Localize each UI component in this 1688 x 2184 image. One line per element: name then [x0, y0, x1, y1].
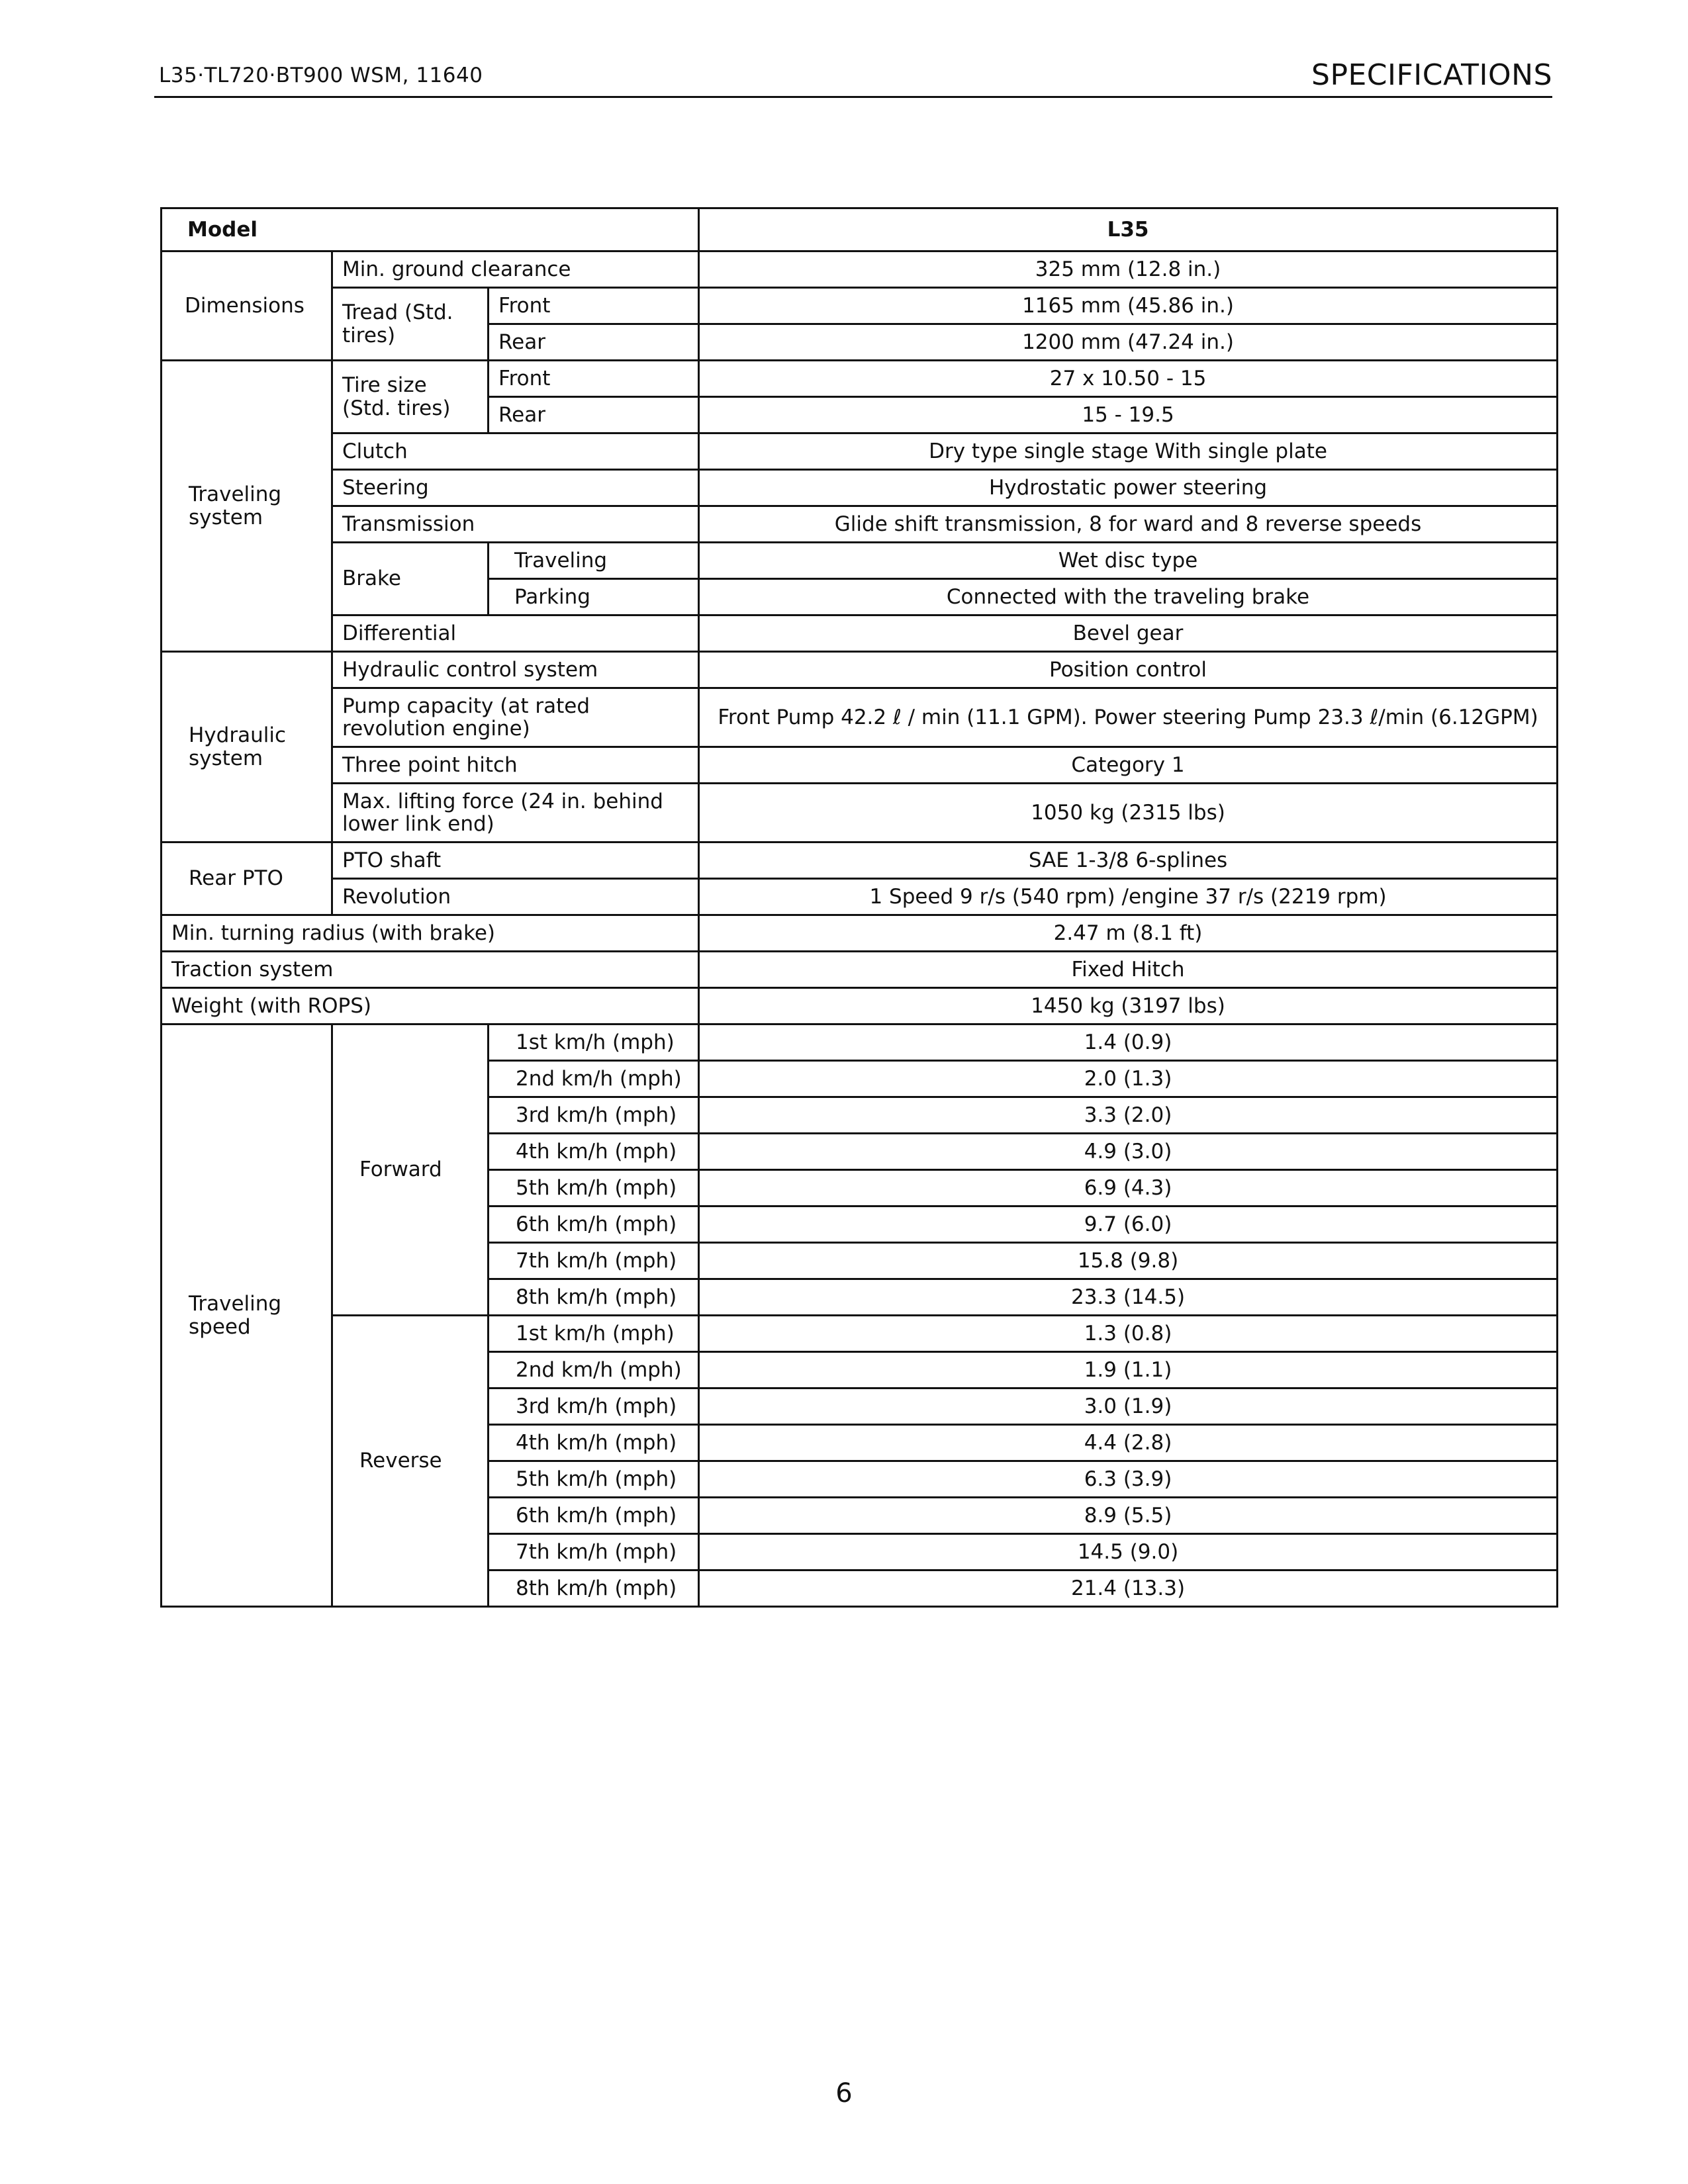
table-row	[162, 361, 1558, 397]
row-label: Three point hitch	[332, 747, 699, 784]
gear-value: 6.3 (3.9)	[699, 1461, 1558, 1498]
row-label: Steering	[332, 470, 699, 506]
gear-label: 2nd km/h (mph)	[489, 1352, 699, 1388]
row-value: 1200 mm (47.24 in.)	[699, 324, 1558, 361]
document-id: L35·TL720·BT900 WSM, 11640	[159, 64, 483, 87]
sub-label: Front	[489, 288, 699, 324]
gear-label: 4th km/h (mph)	[489, 1425, 699, 1461]
row-value: Glide shift transmission, 8 for ward and 8 reverse speeds	[699, 506, 1558, 543]
row-label: Pump capacity (at rated revolution engine)	[332, 688, 699, 747]
row-label: Weight (with ROPS)	[162, 988, 699, 1024]
sub-label: Front	[489, 361, 699, 397]
gear-value: 8.9 (5.5)	[699, 1498, 1558, 1534]
row-value: Dry type single stage With single plate	[699, 433, 1558, 470]
gear-label: 7th km/h (mph)	[489, 1243, 699, 1279]
table-row	[162, 952, 1558, 988]
gear-label: 3rd km/h (mph)	[489, 1388, 699, 1425]
table-row	[162, 747, 1558, 784]
row-label: Hydraulic control system	[332, 652, 699, 688]
row-value: 1165 mm (45.86 in.)	[699, 288, 1558, 324]
gear-label: 8th km/h (mph)	[489, 1570, 699, 1607]
gear-label: 4th km/h (mph)	[489, 1134, 699, 1170]
gear-value: 1.3 (0.8)	[699, 1316, 1558, 1352]
gear-value: 21.4 (13.3)	[699, 1570, 1558, 1607]
group-label-dimensions: Dimensions	[162, 251, 332, 361]
row-value: Bevel gear	[699, 615, 1558, 652]
row-label: Brake	[332, 543, 489, 615]
table-row	[162, 615, 1558, 652]
group-label-traveling-speed: Traveling speed	[162, 1024, 332, 1607]
gear-value: 9.7 (6.0)	[699, 1206, 1558, 1243]
table-row	[162, 506, 1558, 543]
table-row	[162, 784, 1558, 842]
gear-label: 8th km/h (mph)	[489, 1279, 699, 1316]
row-value: SAE 1-3/8 6-splines	[699, 842, 1558, 879]
row-label: Clutch	[332, 433, 699, 470]
gear-label: 2nd km/h (mph)	[489, 1061, 699, 1097]
row-value: Connected with the traveling brake	[699, 579, 1558, 615]
table-row	[162, 1316, 1558, 1352]
gear-value: 4.9 (3.0)	[699, 1134, 1558, 1170]
gear-label: 5th km/h (mph)	[489, 1170, 699, 1206]
header-rule	[154, 96, 1552, 98]
direction-label-forward: Forward	[332, 1024, 489, 1316]
row-value: Category 1	[699, 747, 1558, 784]
section-title: SPECIFICATIONS	[1311, 58, 1552, 92]
gear-value: 14.5 (9.0)	[699, 1534, 1558, 1570]
row-value: Position control	[699, 652, 1558, 688]
table-row	[162, 988, 1558, 1024]
table-row-model	[162, 208, 1558, 251]
row-value: 27 x 10.50 - 15	[699, 361, 1558, 397]
sub-label: Parking	[489, 579, 699, 615]
gear-value: 6.9 (4.3)	[699, 1170, 1558, 1206]
row-label: Differential	[332, 615, 699, 652]
gear-label: 5th km/h (mph)	[489, 1461, 699, 1498]
table-row	[162, 470, 1558, 506]
row-label: Tread (Std. tires)	[332, 288, 489, 361]
gear-value: 4.4 (2.8)	[699, 1425, 1558, 1461]
gear-value: 3.0 (1.9)	[699, 1388, 1558, 1425]
row-label: Max. lifting force (24 in. behind lower link end)	[332, 784, 699, 842]
row-value: Fixed Hitch	[699, 952, 1558, 988]
gear-value: 3.3 (2.0)	[699, 1097, 1558, 1134]
gear-label: 3rd km/h (mph)	[489, 1097, 699, 1134]
sub-label: Traveling	[489, 543, 699, 579]
row-value: Wet disc type	[699, 543, 1558, 579]
sub-label: Rear	[489, 324, 699, 361]
direction-label-reverse: Reverse	[332, 1316, 489, 1607]
row-label: Revolution	[332, 879, 699, 915]
specifications-table	[160, 207, 1558, 1608]
gear-value: 1.9 (1.1)	[699, 1352, 1558, 1388]
table-row	[162, 433, 1558, 470]
table-row	[162, 879, 1558, 915]
group-label-traveling-system: Traveling system	[162, 361, 332, 652]
group-label-rear-pto: Rear PTO	[162, 842, 332, 915]
row-value: 325 mm (12.8 in.)	[699, 251, 1558, 288]
row-value: 1050 kg (2315 lbs)	[699, 784, 1558, 842]
table-row	[162, 543, 1558, 579]
page-number: 6	[835, 2078, 853, 2109]
group-label-hydraulic-system: Hydraulic system	[162, 652, 332, 842]
row-value: Hydrostatic power steering	[699, 470, 1558, 506]
row-label: Traction system	[162, 952, 699, 988]
row-value: 15 - 19.5	[699, 397, 1558, 433]
table-row	[162, 915, 1558, 952]
table-row	[162, 652, 1558, 688]
table-row	[162, 251, 1558, 288]
row-value: 2.47 m (8.1 ft)	[699, 915, 1558, 952]
gear-value: 2.0 (1.3)	[699, 1061, 1558, 1097]
table-row	[162, 1024, 1558, 1061]
row-label: PTO shaft	[332, 842, 699, 879]
row-label: Transmission	[332, 506, 699, 543]
gear-value: 1.4 (0.9)	[699, 1024, 1558, 1061]
gear-label: 6th km/h (mph)	[489, 1206, 699, 1243]
gear-value: 15.8 (9.8)	[699, 1243, 1558, 1279]
row-value: 1450 kg (3197 lbs)	[699, 988, 1558, 1024]
gear-label: 1st km/h (mph)	[489, 1316, 699, 1352]
table-row	[162, 288, 1558, 324]
row-label: Min. turning radius (with brake)	[162, 915, 699, 952]
gear-label: 6th km/h (mph)	[489, 1498, 699, 1534]
gear-value: 23.3 (14.5)	[699, 1279, 1558, 1316]
gear-label: 7th km/h (mph)	[489, 1534, 699, 1570]
sub-label: Rear	[489, 397, 699, 433]
row-label: Min. ground clearance	[332, 251, 699, 288]
gear-label: 1st km/h (mph)	[489, 1024, 699, 1061]
model-label: Model	[162, 208, 699, 251]
row-label: Tire size (Std. tires)	[332, 361, 489, 433]
row-value: Front Pump 42.2 ℓ / min (11.1 GPM). Power steering Pump 23.3 ℓ/min (6.12GPM)	[699, 688, 1558, 747]
model-value: L35	[699, 208, 1558, 251]
row-value: 1 Speed 9 r/s (540 rpm) /engine 37 r/s (2219 rpm)	[699, 879, 1558, 915]
table-row	[162, 842, 1558, 879]
table-row	[162, 688, 1558, 747]
